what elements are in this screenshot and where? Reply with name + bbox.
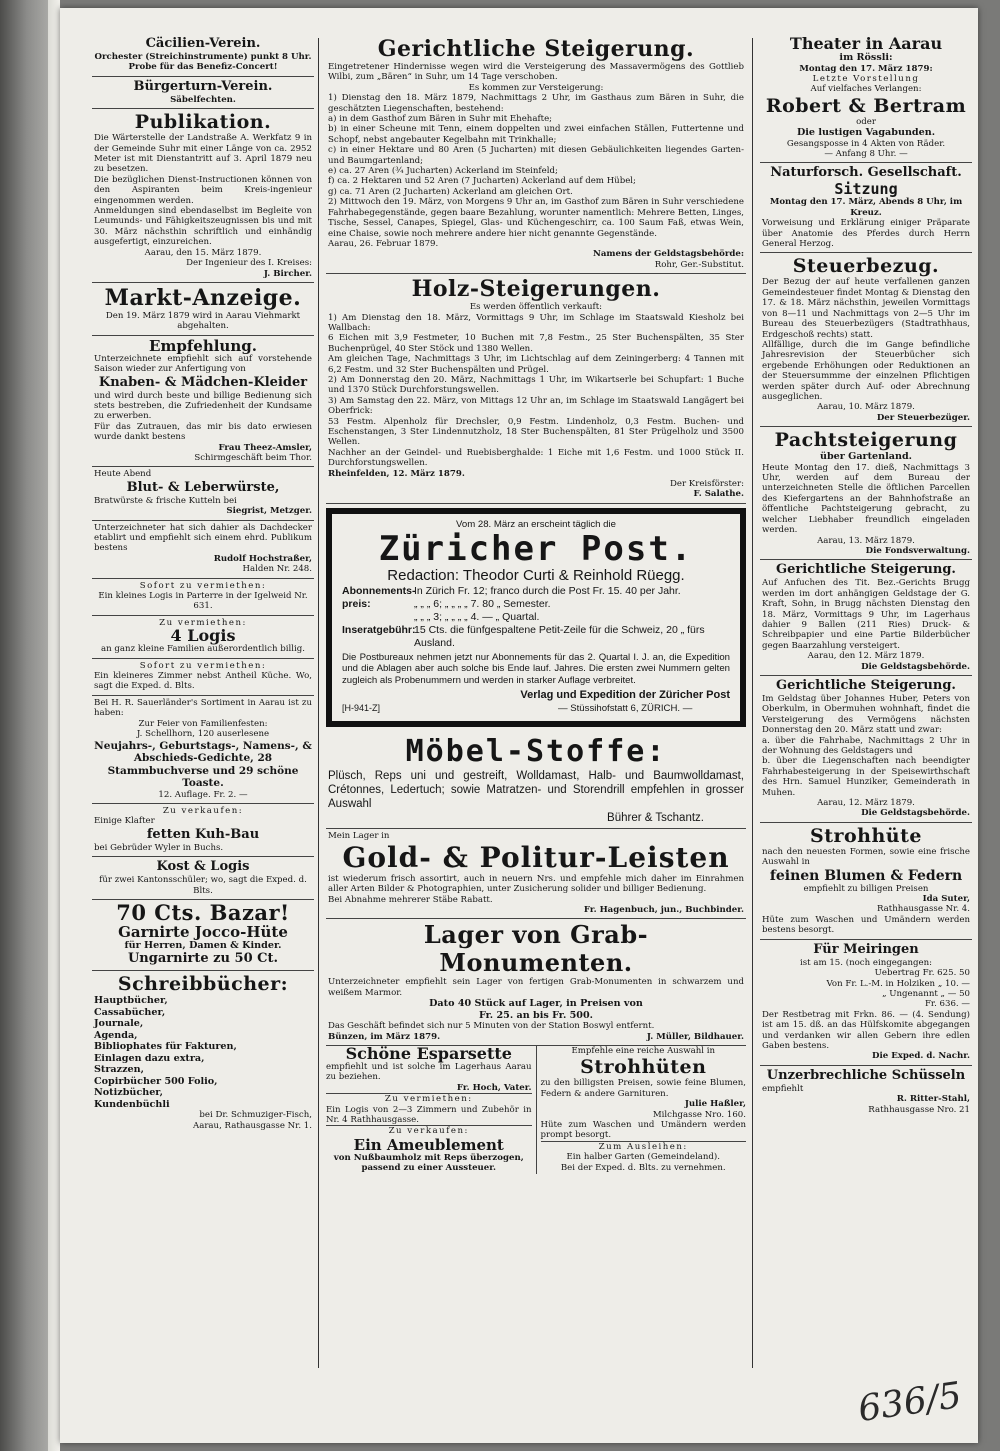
ad-strohhueten — [537, 1046, 747, 1174]
ad-subtitle: Redaction: Theodor Curti & Reinhold Rüegg. — [387, 566, 685, 584]
list-item: Bibliophates für Fakturen, — [94, 1041, 237, 1053]
ad-body: von Nußbaumholz mit Reps überzogen, passend zu einer Aussteuer. — [333, 1152, 524, 1174]
ad-body: Es werden öffentlich verkauft: — [469, 302, 603, 313]
price-line: 15 Cts. die fünfgespaltene Petit-Zeile für die Schweiz, 20 „ fürs Ausland. — [414, 623, 705, 649]
ad-signature: Fr. Hoch, Vater. — [456, 1082, 532, 1093]
ad-signature: Namens der Geldstagsbehörde: — [593, 249, 744, 260]
insertion-fee — [342, 624, 730, 650]
ad-body: Allfällige, durch die im Gange befindliche Jahresrevision der Steuerbücher sich ergebende Erhöhungen oder Reduktionen an der Steuersummme der einzelnen Pflichtigen werden später durch Auf- oder Abrechnung ausgeglichen. — [762, 339, 970, 402]
ad-body: Ein Logis von 2—3 Zimmern und Zubehör in Nr. 4 Rathhausgasse. — [326, 1104, 532, 1126]
ad-signature: Der Ingenieur des I. Kreises: — [186, 258, 312, 269]
ad-date: Aarau, 10. März 1879. — [817, 402, 915, 413]
ad-split-row — [326, 1046, 746, 1174]
price-line: „ „ „ 3; „ „ „ „ 4. — „ Quartal. — [414, 610, 540, 623]
ad-date: Aarau, 13. März 1879. — [817, 535, 915, 546]
ad-title: Blut- & Leberwürste, — [126, 479, 280, 495]
ad-signature: Aarau, Rathausgasse Nr. 1. — [192, 1120, 312, 1131]
price-label: Abonnements-preis: — [342, 584, 416, 610]
ad-signature: Rathhausgasse Nr. 4. — [877, 904, 970, 915]
ad-signature: J. Bircher. — [263, 268, 312, 279]
ad-line: Letzte Vorstellung — [812, 73, 920, 84]
ad-price: 12. Auflage. Fr. 2. — — [158, 789, 248, 800]
ad-body: Der Restbetrag mit Frkn. 86. — (4. Sendung) ist am 15. dß. an das Hülfskomite abgegangen und verdanken wir allen Gebern ihre edlen Gaben bestens. — [762, 1009, 970, 1051]
ad-signature: Halden Nr. 248. — [242, 564, 312, 575]
column-right — [760, 34, 972, 1118]
ad-date: Aarau, den 15. März 1879. — [144, 247, 262, 258]
ad-body: Die bezüglichen Dienst-Instructionen können von den Aspiranten beim Kreis-ingenieur eingenommen werden. — [94, 174, 312, 206]
ad-highlight: 4 Logis — [170, 626, 236, 646]
ad-gericht-steigerung-3 — [760, 676, 972, 823]
ad-title: Theater in Aarau — [789, 34, 943, 53]
column-rule-2 — [752, 38, 753, 1368]
ad-body: Im Geldstag über Johannes Huber, Peters von Oberkulm, in Obermuhen wohnhaft, findet die Versteigerung des Vermögens nächsten Donnerstag den 20. März statt und zwar: — [762, 693, 970, 736]
ad-title: Zum Ausleihen: — [541, 1141, 747, 1152]
ad-logis-2 — [92, 616, 314, 659]
ad-body: Zur Feier von Familienfesten: — [138, 718, 268, 729]
ad-title: Markt-Anzeige. — [104, 284, 302, 311]
ad-dachdecker — [92, 521, 314, 579]
ad-code: [H-941-Z] — [342, 703, 381, 714]
ad-line: Vom 28. März an erscheint täglich die — [456, 518, 616, 530]
ad-signature: Der Steuerbezüger. — [876, 412, 970, 423]
ad-body: Für das Zutrauen, das mir bis dato erwiesen wurde dankt bestens — [94, 421, 312, 443]
ad-esparsette — [326, 1046, 537, 1174]
ad-highlight: Ein Ameublement — [353, 1135, 504, 1154]
ad-body: Ein kleines Logis in Parterre in der Igelweid Nr. 631. — [98, 591, 308, 612]
list-item: b. über die Liegenschaften nach beendigter Fahrhabesteigerung in der Speisewirthschaft des Hrn. Samuel Hunziker, Gemeinderath in Muhen. — [762, 756, 970, 798]
ad-title: Gerichtliche Steigerung. — [377, 36, 695, 62]
ad-body: bei Gebrüder Wyler in Buchs. — [94, 842, 224, 853]
ad-body: Bei H. R. Sauerländer's Sortiment in Aarau ist zu haben: — [94, 697, 312, 719]
ad-line: Säbelfechten. — [170, 94, 236, 105]
ad-signature: Frau Theez-Amsler, — [218, 442, 312, 453]
ad-schuesseln — [760, 1066, 972, 1118]
list-item: c) in einer Hektare und 80 Aren (5 Jucharten) mit diesen Gebäulichkeiten liegendes Garten- und Baumgartenland; — [328, 145, 744, 166]
ad-line: — Anfang 8 Uhr. — — [824, 149, 908, 160]
ad-line: Probe für das Benefiz-Concert! — [128, 62, 278, 73]
ad-body: Das Geschäft befindet sich nur 5 Minuten von der Station Boswyl entfernt. — [328, 1021, 655, 1032]
list-item: a. über die Fahrhabe, Nachmittags 2 Uhr in der Wohnung des Geldstagers und — [762, 735, 970, 756]
ad-title: Publikation. — [134, 111, 272, 134]
ad-body: Unterzeichneter hat sich dahier als Dachdecker etablirt und empfiehlt sich einem ehrd. Publikum bestens — [94, 522, 312, 554]
ad-body: Bratwürste & frische Kutteln bei — [94, 495, 237, 506]
price-line: „ „ „ 6; „ „ „ „ 7. 80 „ Semester. — [414, 597, 551, 610]
ad-signature: Bührer & Tschantz. — [607, 812, 704, 825]
ad-body: nach den neuesten Formen, sowie eine frische Auswahl in — [762, 846, 970, 868]
ad-body: Der Bezug der auf heute verfallenen ganzen Gemeindesteuer findet Montag & Dienstag den 17. & 18. März nächsthin, jeweilen Vormittags von 8—11 und Nachmittags von 2—5 Uhr im Bureau des Steuerbezügers (Stadtrathhaus, Erdgeschoß rechts) statt. — [762, 277, 970, 340]
ad-body: 3) Am Samstag den 22. März, von Mittags 12 Uhr an, im Schlage im Staatswald Langägert bei Oberfrick: — [328, 395, 744, 417]
ad-sauerlaender — [92, 696, 314, 804]
ad-blutwurst — [92, 467, 314, 520]
ad-body: Unterzeichnete empfiehlt sich auf vorstehende Saison wieder zur Anfertigung von — [94, 353, 312, 375]
ad-signature: bei Dr. Schmuziger-Fisch, — [199, 1110, 312, 1121]
ad-line: Von Fr. L.-M. in Holziken „ 10. — — [826, 978, 970, 989]
ad-buergerturn — [92, 77, 314, 109]
ad-signature: Rathhausgasse Nro. 21 — [868, 1104, 970, 1115]
ad-signature: Schirmgeschäft beim Thor. — [194, 452, 312, 463]
ad-line: Auf vielfaches Verlangen: — [810, 84, 922, 95]
ad-publisher — [520, 689, 730, 715]
ad-line: empfiehlt — [762, 1083, 804, 1094]
list-item: Einlagen dazu extra, — [94, 1052, 205, 1064]
ad-meiringen — [760, 940, 972, 1066]
ad-publisher-name: Verlag und Expedition der Züricher Post — [520, 689, 730, 702]
ad-signature: Julie Haßler, — [684, 1099, 746, 1110]
ad-title: Kost & Logis — [156, 859, 250, 875]
ad-title: Möbel-Stoffe: — [405, 734, 667, 770]
list-item: Agenda, — [94, 1029, 138, 1041]
ad-line: Die lustigen Vagabunden. — [796, 127, 936, 139]
ad-title: 70 Cts. Bazar! — [116, 899, 290, 925]
ad-highlight: Dato 40 Stück auf Lager, in Preisen von — [429, 998, 643, 1010]
ad-footer — [342, 689, 730, 715]
ad-signature: Siegrist, Metzger. — [226, 506, 312, 517]
ad-body: Einige Klafter — [94, 816, 155, 827]
ad-line: Gesangsposse in 4 Akten von Räder. — [786, 138, 946, 149]
ad-line: Mein Lager in — [328, 831, 390, 842]
ad-signature: Der Kreisförster: — [669, 479, 744, 490]
ad-body: Es kommen zur Versteigerung: — [468, 82, 604, 93]
list-item: Hauptbücher, — [94, 995, 168, 1007]
ad-signature: Die Exped. d. Nachr. — [872, 1051, 970, 1062]
ad-signature: Fr. Hagenbuch, jun., Buchbinder. — [583, 904, 744, 915]
ad-naturforsch — [760, 163, 972, 253]
ad-signature: Die Fondsverwaltung. — [865, 545, 970, 556]
ad-title: Sofort zu vermiethen: — [139, 580, 267, 591]
ad-title: Unzerbrechliche Schüsseln — [766, 1067, 966, 1083]
ad-body: an ganz kleine Familien außerordentlich billig. — [101, 644, 305, 655]
ad-date: Aarau, den 12. März 1879. — [807, 651, 925, 662]
ad-title: Cäcilien-Verein. — [145, 36, 261, 51]
newspaper-page — [60, 8, 978, 1443]
ad-bazar — [92, 900, 314, 972]
ad-body: ist wiederum frisch assortirt, auch in neuern Nrs. und empfehle mich daher im Einrahmen aller Arten Bilder & Photographien, unter Zusicherung solider und billiger Bedienung. — [328, 873, 744, 895]
ad-line: Heute Abend — [94, 469, 152, 480]
price-lines — [414, 585, 730, 624]
ad-body: und wird durch beste und billige Bedienung sich stets bestreben, die Zufriedenheit der Kundsame zu erwerben. — [94, 390, 312, 422]
ad-body: J. Schellhorn, 120 auserlesene — [136, 729, 270, 740]
ad-signature: Rudolf Hochstraßer, — [213, 553, 312, 564]
ad-highlight: Garnirte Jocco-Hüte — [118, 922, 288, 941]
ad-title: Zu verkaufen: — [326, 1125, 532, 1136]
ad-markt — [92, 283, 314, 336]
ad-body: Heute Montag den 17. dieß, Nachmittags 3 Uhr, werden auf dem Bureau der unterzeichneten Stelle die öftlichen Parcellen des Kiefergartens an der Bahnhofstraße an öffentliche Pachtsteigerung gebracht, zu welcher Liebhaber freundlich eingeladen werden. — [762, 462, 970, 536]
ad-gericht-steigerung — [326, 34, 746, 274]
ad-body: empfiehlt zu billigen Preisen — [803, 883, 929, 894]
ad-strohhuete — [760, 823, 972, 940]
ad-signature: R. Ritter-Stahl, — [896, 1094, 970, 1105]
column-rule-1 — [318, 38, 319, 1368]
ad-body: Anmeldungen sind ebendaselbst im Begleite von Leumunds- und Fähigkeitszeugnissen bis und mit 30. März nächsthin schriftlich und einhändig ausgefertigt, einzureichen. — [94, 206, 312, 248]
ad-highlight: Robert & Bertram — [765, 94, 967, 117]
ad-schreibbuecher — [92, 971, 314, 1134]
ad-highlight: Fr. 25. an bis Fr. 500. — [478, 1009, 593, 1021]
ad-title: Zu vermiethen: — [159, 617, 247, 628]
ad-body: Die Postbureaux nehmen jetzt nur Abonnements für das 2. Quartal I. J. an, die Expedition und die Ablagen aber auch solche bis Ende lauf. Jahres. Die ersten zwei Nummern gelten zugleich als Probenummern und werden in starker Auflage verbreitet. — [342, 651, 730, 686]
ad-title: Schöne Esparsette — [345, 1044, 512, 1063]
ad-title: Bürgerturn-Verein. — [133, 78, 273, 94]
ad-signature: Rohr, Ger.-Substitut. — [654, 259, 744, 270]
ad-zimmer — [92, 659, 314, 696]
ad-body: Ein halber Garten (Gemeindeland). — [566, 1152, 720, 1163]
ad-line: Fr. 636. — — [924, 999, 970, 1010]
list-item: f) ca. 2 Hektaren und 52 Aren (7 Jucharten) Ackerland auf dem Hübel; — [328, 176, 636, 187]
ad-body: Am gleichen Tage, Nachmittags 3 Uhr, im Lichtschlag auf dem Zeiningerberg: 4 Tannen mit 6,2 Festm. und 32 Ster Buchenspälten und Prügel. — [328, 354, 744, 375]
ad-line: Orchester (Streichinstrumente) punkt 8 Uhr. — [94, 52, 312, 62]
ad-body: 1) Dienstag den 18. März 1879, Nachmittags 2 Uhr, im Gasthaus zum Bären in Suhr, die geschätzten Liegenschaften, bestehend: — [328, 93, 744, 114]
ad-body: Bei Abnahme mehrerer Stäbe Rabatt. — [328, 894, 493, 905]
ad-title: Züricher Post. — [378, 528, 694, 569]
handwritten-page-number: 636/5 — [855, 1374, 965, 1431]
ad-signature: Ida Suter, — [922, 894, 970, 905]
ad-body: 2) Am Donnerstag den 20. März, Nachmittags 1 Uhr, im Wikartserle bei Schupfart: 1 Buche und 1370 Stück Durchforstungswellen. — [328, 374, 744, 396]
ad-title: Empfehlung. — [149, 336, 257, 355]
ad-body: 6 Eichen mit 3,9 Festmeter, 10 Buchen mit 7,8 Festm., 25 Ster Buchenspälten, 35 Ster Buchenprügel, 40 Ster Stöck und 1380 Wellen. — [328, 333, 744, 354]
ad-date: Rheinfelden, 12. März 1879. — [328, 468, 465, 479]
ad-body: Ein kleineres Zimmer nebst Antheil Küche. Wo, sagt die Exped. d. Blts. — [94, 671, 312, 692]
ad-body: Auf Anfuchen des Tit. Bez.-Gerichts Brugg werden im dort anhängigen Geldstage der G. Kraft, Sohn, in Brugg nächsten Dienstag den 18. März, Vormittags 9 Uhr, im Lagerhaus dahier 9 Ballen (211 Ries) Druck- & Schreibpapier und eine Partie Bilderbücher gegen Baarzahlung versteigert. — [762, 578, 970, 651]
ad-signature: Die Geldstagsbehörde. — [861, 661, 970, 672]
ad-title: Zu verkaufen: — [162, 805, 244, 816]
ad-publikation — [92, 109, 314, 283]
ad-body: Hüte zum Waschen und Umändern werden bestens besorgt. — [762, 914, 970, 936]
ad-moebel-stoffe — [326, 733, 746, 829]
ad-line: Empfehle eine reiche Auswahl in — [571, 1046, 715, 1056]
price-line: In Zürich Fr. 12; franco durch die Post Fr. 15. 40 per Jahr. — [414, 584, 681, 597]
ad-signature: J. Müller, Bildhauer. — [646, 1031, 744, 1042]
ad-line: für Herren, Damen & Kinder. — [124, 939, 282, 951]
ad-highlight: fetten Kuh-Bau — [146, 826, 260, 842]
page-edge-strip — [0, 0, 60, 1451]
list-item: Notizbücher, — [94, 1087, 163, 1099]
ad-title: Gerichtliche Steigerung. — [776, 677, 956, 693]
ad-kuhbau — [92, 804, 314, 857]
list-item: Strazzen, — [94, 1064, 144, 1076]
ad-highlight: Neujahrs-, Geburtstags-, Namens-, & Abschieds-Gedichte, 28 Stammbuchverse und 29 schöne Toaste. — [94, 739, 312, 789]
ad-body: Plüsch, Reps uni und gestreift, Wolldamast, Halb- und Baumwolldamast, Crétonnes, Ledertuch; sowie Matratzen- und Storendrill empfehlen in grosser Auswahl — [328, 770, 744, 811]
ad-line: Ungarnirte zu 50 Ct. — [127, 951, 279, 967]
ad-date: Aarau, 26. Februar 1879. — [328, 238, 439, 249]
ad-title: Für Meiringen — [813, 941, 919, 957]
ad-gericht-steigerung-2 — [760, 560, 972, 676]
page-fold — [48, 0, 60, 1451]
ad-holz-steigerungen — [326, 274, 746, 504]
ad-highlight: Sitzung — [834, 180, 898, 199]
ad-footer — [328, 1032, 744, 1042]
ad-title: Holz-Steigerungen. — [411, 276, 661, 303]
ad-zuericher-post — [326, 508, 746, 728]
column-middle — [326, 34, 746, 1174]
ad-title: Strohhüte — [810, 824, 922, 847]
ad-subtitle: über Gartenland. — [819, 451, 913, 463]
ad-steuerbezug — [760, 253, 972, 427]
ad-title: Schreibbücher: — [117, 973, 289, 996]
ad-body: 1) Am Dienstag den 18. März, Vormittags 9 Uhr, im Schlage im Staatswald Kiesholz bei Wallbach: — [328, 312, 744, 333]
ad-signature: Milchgasse Nro. 160. — [652, 1109, 746, 1120]
ad-line: ist am 15. (noch eingegangen: — [799, 957, 933, 968]
ad-date: Bünzen, im März 1879. — [328, 1031, 441, 1042]
list-item: e) ca. 27 Aren (¾ Jucharten) Ackerland im Steinfeld; — [328, 166, 558, 177]
ad-line: im Rössli: — [839, 52, 893, 63]
ad-date: Montag den 17. März 1879: — [799, 63, 933, 74]
ad-body: 2) Mittwoch den 19. März, von Morgens 9 Uhr an, im Gasthof zum Bären in Suhr verschiedene Fahrhabegegenstände, gegen baare Bezahlung, worunter namentlich: Mehrere Betten, Linges, Tische, Sessel, Canapes, Spiegel, Glas- und Küchengeschirr, ca. 100 Saum Faß, etwas Wein, eine Chaise, sowie noch mehrere andere hier nicht genannte Gegenstände. — [328, 197, 744, 239]
ad-body: für zwei Kantonsschüler; wo, sagt die Exped. d. Blts. — [99, 875, 307, 896]
ad-line: oder — [856, 116, 876, 127]
ad-kost-logis — [92, 857, 314, 900]
ad-title: Lager von Grab-Monumenten. — [423, 920, 649, 978]
ad-highlight: feinen Blumen & Federn — [769, 867, 963, 884]
ad-title: Naturforsch. Gesellschaft. — [770, 165, 962, 181]
column-left — [92, 34, 314, 1134]
ad-body: Eingetretener Hindernisse wegen wird die Versteigerung des Massavermögens des Gottlieb Wilbi, zum „Bären“ in Suhr, um 14 Tage verschoben. — [328, 62, 744, 83]
list-item: Journale, — [94, 1018, 144, 1030]
ad-gold-leisten — [326, 829, 746, 919]
list-item: a) in dem Gasthof zum Bären in Suhr mit Ehehafte; — [328, 114, 553, 125]
ad-title: Sofort zu vermiethen: — [139, 660, 267, 671]
ad-date: Aarau, 12. März 1879. — [817, 798, 915, 809]
list-item: Cassabücher, — [94, 1006, 166, 1018]
ad-signature: Die Geldstagsbehörde. — [861, 808, 970, 819]
ad-body: Bei der Exped. d. Blts. zu vernehmen. — [560, 1162, 726, 1173]
list-item: Copirbücher 500 Folio, — [94, 1075, 218, 1087]
ad-line: „ Ungenannt „ — 50 — [882, 988, 970, 999]
price-label: Inseratgebühr: — [342, 623, 416, 636]
ad-highlight: Knaben- & Mädchen-Kleider — [98, 374, 308, 390]
ad-title: Steuerbezug. — [792, 255, 940, 278]
ad-body: Vorweisung und Erklärung einiger Präparate über Anatomie des Pferdes durch Herrn General Herzog. — [762, 218, 970, 250]
ad-line: Uebertrag Fr. 625. 50 — [874, 968, 970, 979]
ad-title: Gold- & Politur-Leisten — [342, 840, 730, 874]
ad-pachtsteigerung — [760, 427, 972, 560]
price-table — [342, 585, 730, 624]
ad-title: Strohhüten — [580, 1056, 707, 1079]
ad-address: — Stüssihofstatt 6, ZÜRICH. — — [557, 703, 693, 715]
ad-body: Nachher an der Geindel- und Ruebisberghalde: 1 Eiche mit 1,6 Festm. und 1000 Stück II. Durchforstungswellen. — [328, 447, 744, 469]
ad-logis-1 — [92, 579, 314, 616]
ad-body: zu den billigsten Preisen, sowie feine Blumen, Federn & andere Garnituren. — [540, 1078, 746, 1099]
ad-body: 53 Festm. Alpenholz für Drechsler, 0,9 Festm. Lindenholz, 0,3 Festm. Buchen- und Eschenstangen, 3 Ster Lindennutzholz, 18 Ster Buchenspälten, 81 Ster Prügelholz und 3500 Wellen. — [328, 416, 744, 448]
list-item: Kundenbüchli — [94, 1098, 170, 1110]
list-item: b) in einer Scheune mit Tenn, einem doppelten und zwei einfachen Ställen, Futtertenne und Schopf, nebst angebauter Kegelbahn mit Trinkhalle; — [328, 124, 744, 145]
ad-caecilien — [92, 34, 314, 77]
ad-body: empfiehlt und ist solche im Lagerhaus Aarau zu beziehen. — [326, 1062, 532, 1083]
ad-theater — [760, 34, 972, 163]
ad-empfehlung — [92, 336, 314, 468]
ad-body: Den 19. März 1879 wird in Aarau Viehmarkt abgehalten. — [105, 310, 301, 332]
list-item: g) ca. 71 Aren (2 Jucharten) Ackerland am gleichen Ort. — [328, 186, 573, 197]
ad-body: Unterzeichneter empfiehlt sein Lager von fertigen Grab-Monumenten in schwarzem und weißem Marmor. — [328, 977, 744, 998]
ad-body: Montag den 17. März, Abends 8 Uhr, im Kreuz. — [769, 197, 963, 218]
ad-body: Hüte zum Waschen und Umändern werden prompt besorgt. — [540, 1120, 746, 1141]
ad-title: Gerichtliche Steigerung. — [776, 562, 956, 578]
ad-signature: F. Salathe. — [693, 489, 744, 500]
ad-body: Die Wärterstelle der Landstraße A. Werkfatz 9 in der Gemeinde Suhr mit einer Länge von ca. 2952 Meter ist mit Dienstantritt auf 3. April 1879 neu zu besetzen. — [94, 133, 312, 175]
ad-title: Zu vermiethen: — [326, 1093, 532, 1104]
ad-grab-monumente — [326, 919, 746, 1046]
ad-title: Pachtsteigerung — [774, 429, 958, 452]
